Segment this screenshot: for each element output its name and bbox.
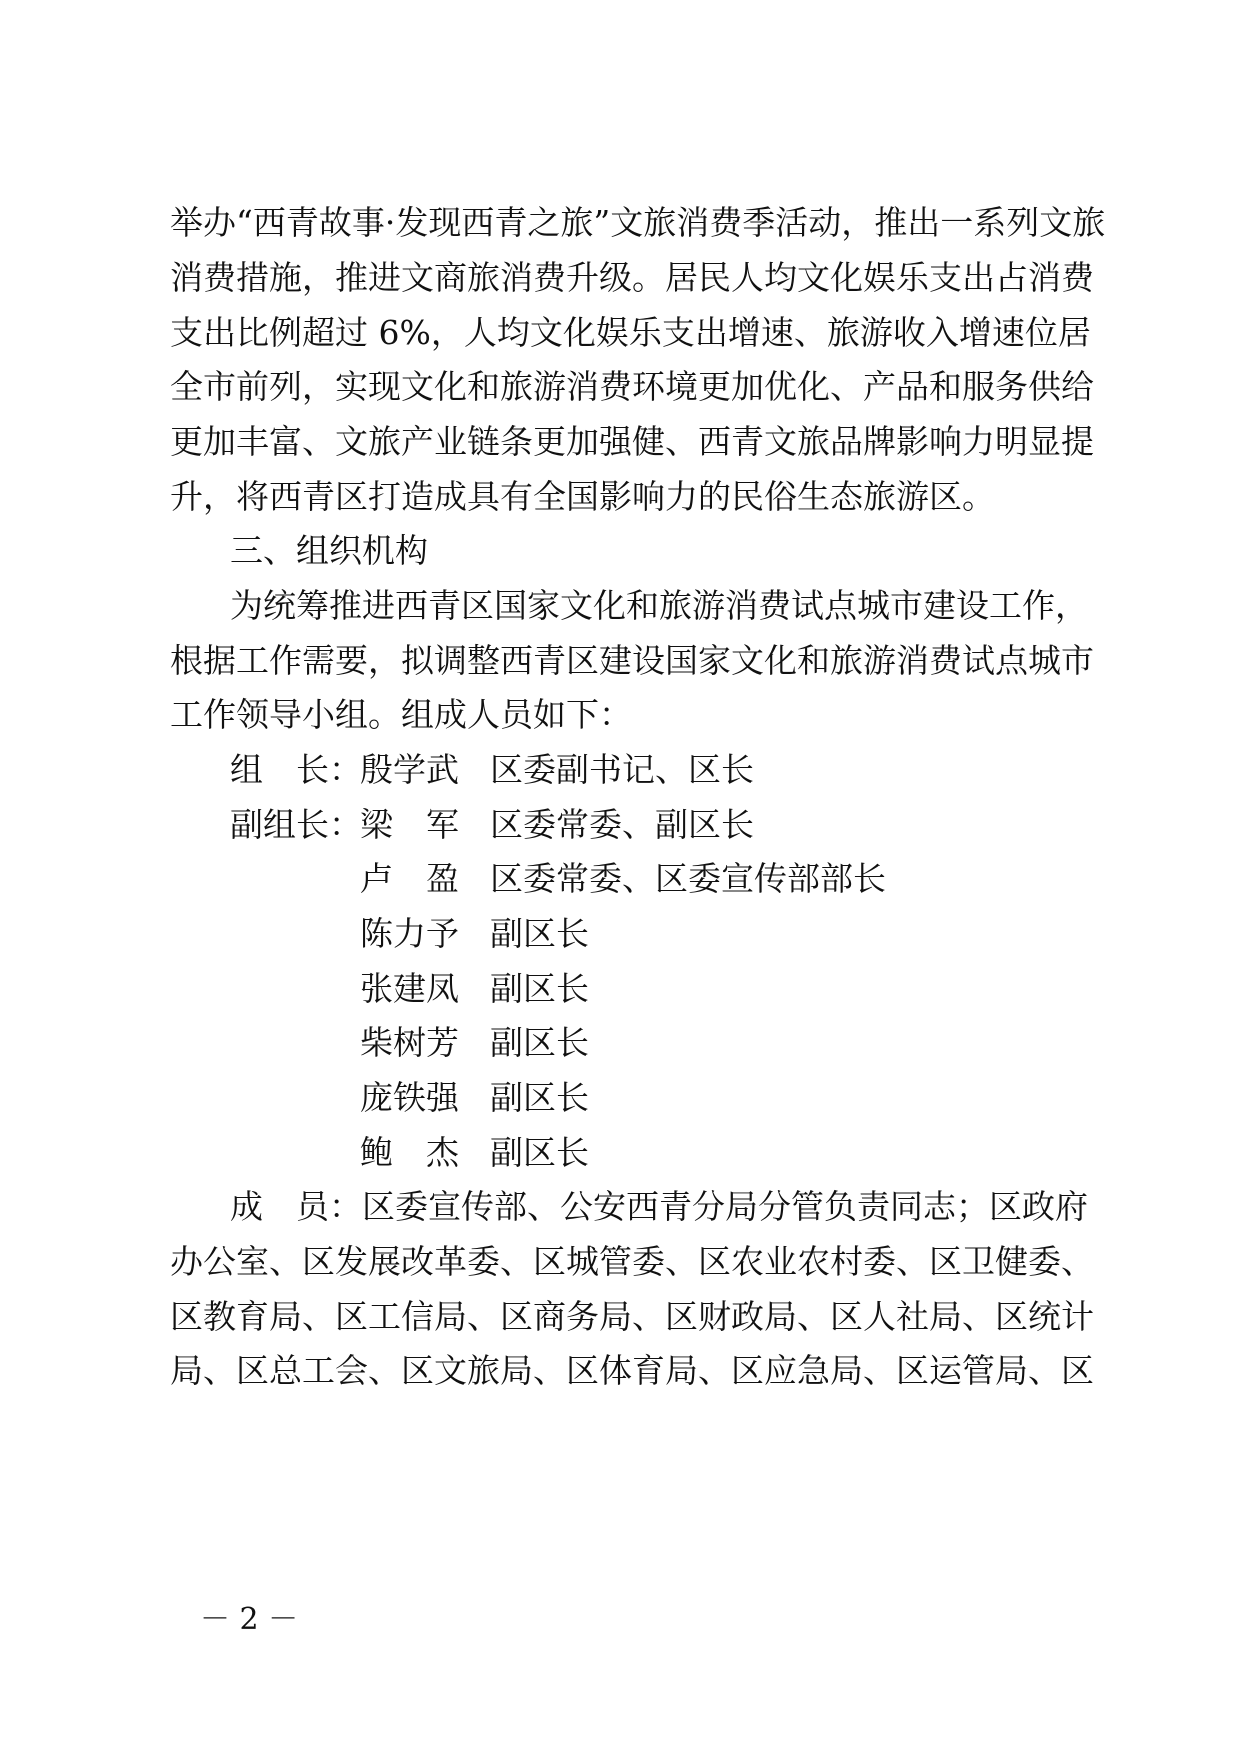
leader-name: 卢 盈 <box>360 859 459 898</box>
leader-row <box>0 1068 1241 1128</box>
paragraph-line: 更加丰富、文旅产业链条更加强健、西青文旅品牌影响力明显提 <box>170 422 1094 461</box>
leader-row <box>0 849 1241 909</box>
leader-title: 副区长 <box>490 1078 589 1117</box>
paragraph-line: 为统筹推进西青区国家文化和旅游消费试点城市建设工作， <box>230 586 1088 625</box>
leader-role: 副组长： <box>230 805 362 844</box>
leader-row <box>0 959 1241 1019</box>
section-heading: 三、组织机构 <box>230 531 428 570</box>
paragraph-line: 举办“西青故事·发现西青之旅”文旅消费季活动，推出一系列文旅 <box>170 203 1106 242</box>
paragraph-line: 消费措施，推进文商旅消费升级。居民人均文化娱乐支出占消费 <box>170 258 1094 297</box>
leader-title: 区委副书记、区长 <box>490 750 754 789</box>
leader-row <box>0 740 1241 800</box>
leader-name: 梁 军 <box>360 805 459 844</box>
leader-row <box>0 904 1241 964</box>
paragraph-line: 工作领导小组。组成人员如下： <box>170 695 632 734</box>
leader-title: 副区长 <box>490 1023 589 1062</box>
members-line: 成 员：区委宣传部、公安西青分局分管负责同志；区政府 <box>230 1187 1088 1226</box>
leader-row <box>0 1123 1241 1183</box>
leader-row <box>0 1013 1241 1073</box>
members-line: 局、区总工会、区文旅局、区体育局、区应急局、区运管局、区 <box>170 1351 1094 1390</box>
paragraph-line: 全市前列，实现文化和旅游消费环境更加优化、产品和服务供给 <box>170 367 1094 406</box>
leader-name: 殷学武 <box>360 750 459 789</box>
paragraph-line: 升，将西青区打造成具有全国影响力的民俗生态旅游区。 <box>170 477 995 516</box>
leader-row <box>0 795 1241 855</box>
members-line: 区教育局、区工信局、区商务局、区财政局、区人社局、区统计 <box>170 1297 1094 1336</box>
leader-title: 区委常委、区委宣传部部长 <box>490 859 886 898</box>
page-number: － 2 － <box>200 1602 299 1637</box>
members-line: 办公室、区发展改革委、区城管委、区农业农村委、区卫健委、 <box>170 1242 1094 1281</box>
leader-name: 陈力予 <box>360 914 459 953</box>
leader-title: 副区长 <box>490 914 589 953</box>
leader-title: 副区长 <box>490 1133 589 1172</box>
paragraph-line: 根据工作需要，拟调整西青区建设国家文化和旅游消费试点城市 <box>170 641 1094 680</box>
leader-name: 庞铁强 <box>360 1078 459 1117</box>
leader-role: 组 长： <box>230 750 362 789</box>
leader-name: 鲍 杰 <box>360 1133 459 1172</box>
paragraph-line: 支出比例超过 6%，人均文化娱乐支出增速、旅游收入增速位居 <box>170 313 1091 352</box>
leader-title: 区委常委、副区长 <box>490 805 754 844</box>
leader-name: 柴树芳 <box>360 1023 459 1062</box>
leader-name: 张建凤 <box>360 969 459 1008</box>
leader-title: 副区长 <box>490 969 589 1008</box>
